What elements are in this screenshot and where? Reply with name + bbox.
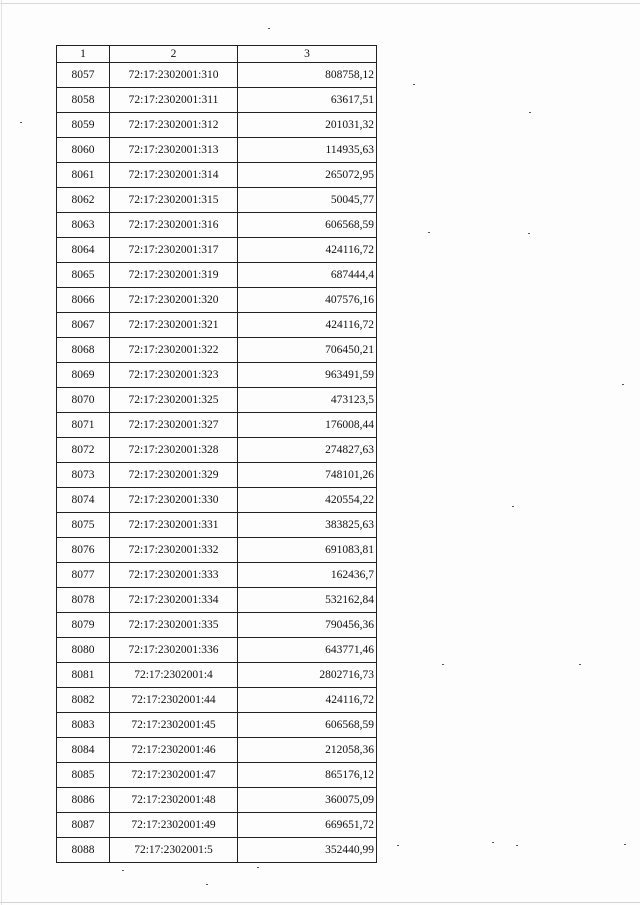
row-number-cell: 8066	[57, 288, 110, 313]
cadastral-number-cell: 72:17:2302001:325	[110, 388, 238, 413]
cadastral-value-cell: 352440,99	[238, 838, 377, 863]
cadastral-number-cell: 72:17:2302001:45	[110, 713, 238, 738]
cadastral-value-cell: 176008,44	[238, 413, 377, 438]
cadastral-value-table	[56, 45, 377, 863]
table-row	[57, 313, 377, 338]
row-number-cell: 8065	[57, 263, 110, 288]
row-number-cell: 8058	[57, 88, 110, 113]
table-row	[57, 663, 377, 688]
row-number-cell: 8082	[57, 688, 110, 713]
row-number-cell: 8073	[57, 463, 110, 488]
cadastral-number-cell: 72:17:2302001:330	[110, 488, 238, 513]
cadastral-value-cell: 790456,36	[238, 613, 377, 638]
cadastral-value-cell: 643771,46	[238, 638, 377, 663]
scan-speck	[528, 233, 530, 234]
table-row	[57, 588, 377, 613]
row-number-cell: 8080	[57, 638, 110, 663]
cadastral-number-cell: 72:17:2302001:47	[110, 763, 238, 788]
cadastral-number-cell: 72:17:2302001:49	[110, 813, 238, 838]
table-row	[57, 538, 377, 563]
scan-speck	[529, 112, 531, 113]
table-row	[57, 263, 377, 288]
scan-bottom-edge	[0, 902, 640, 903]
cadastral-value-cell: 691083,81	[238, 538, 377, 563]
table-row	[57, 288, 377, 313]
table-row	[57, 438, 377, 463]
table-row	[57, 238, 377, 263]
column-header-1: 1	[57, 46, 110, 63]
row-number-cell: 8077	[57, 563, 110, 588]
row-number-cell: 8071	[57, 413, 110, 438]
table-row	[57, 688, 377, 713]
cadastral-value-cell: 114935,63	[238, 138, 377, 163]
scan-speck	[622, 384, 624, 385]
row-number-cell: 8057	[57, 63, 110, 88]
cadastral-number-cell: 72:17:2302001:328	[110, 438, 238, 463]
cadastral-number-cell: 72:17:2302001:331	[110, 513, 238, 538]
table-row	[57, 138, 377, 163]
cadastral-value-cell: 606568,59	[238, 713, 377, 738]
scan-speck	[579, 664, 581, 665]
cadastral-value-cell: 50045,77	[238, 188, 377, 213]
cadastral-value-cell: 265072,95	[238, 163, 377, 188]
row-number-cell: 8088	[57, 838, 110, 863]
row-number-cell: 8069	[57, 363, 110, 388]
row-number-cell: 8075	[57, 513, 110, 538]
scan-speck	[257, 867, 259, 868]
cadastral-number-cell: 72:17:2302001:312	[110, 113, 238, 138]
cadastral-value-cell: 706450,21	[238, 338, 377, 363]
row-number-cell: 8060	[57, 138, 110, 163]
cadastral-number-cell: 72:17:2302001:329	[110, 463, 238, 488]
cadastral-value-cell: 963491,59	[238, 363, 377, 388]
row-number-cell: 8062	[57, 188, 110, 213]
row-number-cell: 8064	[57, 238, 110, 263]
table-row	[57, 338, 377, 363]
cadastral-value-cell: 532162,84	[238, 588, 377, 613]
table-row	[57, 188, 377, 213]
cadastral-number-cell: 72:17:2302001:46	[110, 738, 238, 763]
table-row	[57, 813, 377, 838]
table-row	[57, 638, 377, 663]
cadastral-number-cell: 72:17:2302001:4	[110, 663, 238, 688]
cadastral-value-cell: 424116,72	[238, 688, 377, 713]
table-row	[57, 563, 377, 588]
row-number-cell: 8070	[57, 388, 110, 413]
row-number-cell: 8061	[57, 163, 110, 188]
row-number-cell: 8074	[57, 488, 110, 513]
table-header-row	[57, 46, 377, 63]
cadastral-number-cell: 72:17:2302001:310	[110, 63, 238, 88]
cadastral-number-cell: 72:17:2302001:336	[110, 638, 238, 663]
cadastral-number-cell: 72:17:2302001:332	[110, 538, 238, 563]
cadastral-value-cell: 63617,51	[238, 88, 377, 113]
scan-top-edge	[0, 3, 640, 4]
cadastral-value-cell: 407576,16	[238, 288, 377, 313]
cadastral-value-cell: 606568,59	[238, 213, 377, 238]
cadastral-number-cell: 72:17:2302001:327	[110, 413, 238, 438]
scan-speck	[516, 845, 518, 846]
column-header-3: 3	[238, 46, 377, 63]
cadastral-value-cell: 669651,72	[238, 813, 377, 838]
cadastral-number-cell: 72:17:2302001:313	[110, 138, 238, 163]
row-number-cell: 8063	[57, 213, 110, 238]
scan-speck	[492, 842, 494, 843]
cadastral-value-cell: 748101,26	[238, 463, 377, 488]
cadastral-number-cell: 72:17:2302001:311	[110, 88, 238, 113]
cadastral-value-cell: 420554,22	[238, 488, 377, 513]
table-row	[57, 413, 377, 438]
cadastral-number-cell: 72:17:2302001:334	[110, 588, 238, 613]
row-number-cell: 8087	[57, 813, 110, 838]
scan-speck	[397, 845, 399, 846]
cadastral-number-cell: 72:17:2302001:315	[110, 188, 238, 213]
cadastral-number-cell: 72:17:2302001:322	[110, 338, 238, 363]
scan-speck	[122, 870, 124, 871]
table-row	[57, 738, 377, 763]
table-row	[57, 163, 377, 188]
row-number-cell: 8079	[57, 613, 110, 638]
cadastral-value-cell: 383825,63	[238, 513, 377, 538]
cadastral-value-cell: 201031,32	[238, 113, 377, 138]
cadastral-number-cell: 72:17:2302001:320	[110, 288, 238, 313]
cadastral-number-cell: 72:17:2302001:333	[110, 563, 238, 588]
table-body	[57, 63, 377, 863]
cadastral-number-cell: 72:17:2302001:319	[110, 263, 238, 288]
row-number-cell: 8059	[57, 113, 110, 138]
row-number-cell: 8085	[57, 763, 110, 788]
cadastral-value-cell: 687444,4	[238, 263, 377, 288]
scan-speck	[268, 28, 270, 29]
cadastral-number-cell: 72:17:2302001:323	[110, 363, 238, 388]
cadastral-number-cell: 72:17:2302001:48	[110, 788, 238, 813]
row-number-cell: 8078	[57, 588, 110, 613]
row-number-cell: 8084	[57, 738, 110, 763]
cadastral-number-cell: 72:17:2302001:316	[110, 213, 238, 238]
cadastral-number-cell: 72:17:2302001:5	[110, 838, 238, 863]
row-number-cell: 8068	[57, 338, 110, 363]
row-number-cell: 8076	[57, 538, 110, 563]
table-row	[57, 113, 377, 138]
cadastral-value-cell: 162436,7	[238, 563, 377, 588]
scan-speck	[512, 506, 514, 507]
table-row	[57, 713, 377, 738]
cadastral-number-cell: 72:17:2302001:321	[110, 313, 238, 338]
cadastral-value-cell: 424116,72	[238, 238, 377, 263]
cadastral-value-cell: 424116,72	[238, 313, 377, 338]
table-row	[57, 63, 377, 88]
cadastral-number-cell: 72:17:2302001:335	[110, 613, 238, 638]
table-row	[57, 613, 377, 638]
cadastral-value-cell: 865176,12	[238, 763, 377, 788]
cadastral-number-cell: 72:17:2302001:314	[110, 163, 238, 188]
table-row	[57, 463, 377, 488]
cadastral-number-cell: 72:17:2302001:44	[110, 688, 238, 713]
row-number-cell: 8081	[57, 663, 110, 688]
cadastral-value-cell: 274827,63	[238, 438, 377, 463]
scan-speck	[428, 232, 430, 233]
scan-speck	[413, 84, 415, 85]
cadastral-value-cell: 2802716,73	[238, 663, 377, 688]
scan-left-edge	[1, 0, 2, 905]
cadastral-value-cell: 808758,12	[238, 63, 377, 88]
table-row	[57, 763, 377, 788]
scan-speck	[20, 122, 22, 123]
row-number-cell: 8067	[57, 313, 110, 338]
scan-speck	[624, 844, 626, 845]
table-row	[57, 388, 377, 413]
table-row	[57, 513, 377, 538]
cadastral-value-cell: 212058,36	[238, 738, 377, 763]
scan-speck	[206, 884, 208, 885]
column-header-2: 2	[110, 46, 238, 63]
cadastral-value-cell: 360075,09	[238, 788, 377, 813]
table-row	[57, 88, 377, 113]
row-number-cell: 8083	[57, 713, 110, 738]
table-row	[57, 488, 377, 513]
table-row	[57, 213, 377, 238]
cadastral-value-cell: 473123,5	[238, 388, 377, 413]
scan-speck	[442, 664, 444, 665]
row-number-cell: 8086	[57, 788, 110, 813]
table-row	[57, 788, 377, 813]
table-row	[57, 838, 377, 863]
cadastral-number-cell: 72:17:2302001:317	[110, 238, 238, 263]
table-row	[57, 363, 377, 388]
row-number-cell: 8072	[57, 438, 110, 463]
